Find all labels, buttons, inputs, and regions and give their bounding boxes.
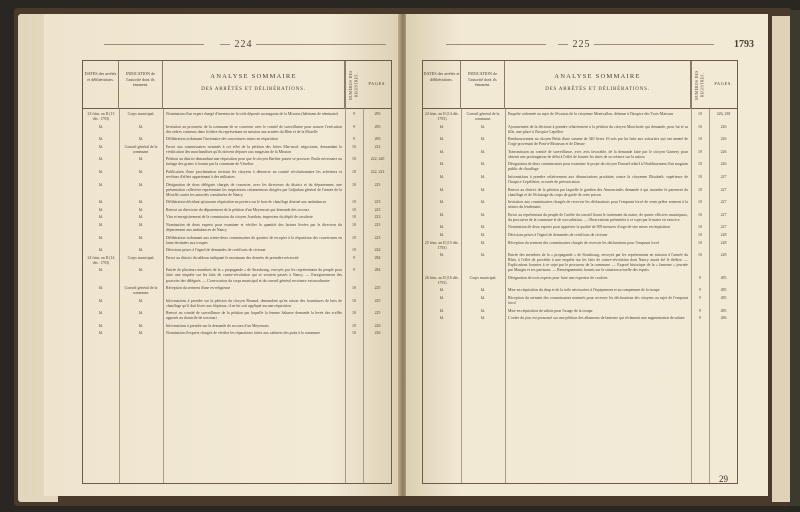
row-register-number: 10 <box>352 298 356 303</box>
row-summary: Envoi au district du tableau indiquant le maximum des denrées de première nécessité <box>166 255 299 260</box>
row-authority: Conseil général de la commune. <box>124 286 158 296</box>
row-date: Id. <box>439 316 445 321</box>
row-authority: Id. <box>480 124 486 129</box>
row-date: Id. <box>439 253 445 258</box>
row-page: 225 <box>374 298 381 303</box>
row-authority: Id. <box>138 298 144 303</box>
row-summary: Informations à prendre relativement aux dénonciations produites contre la citoyenne Elisabeth, supérieure de l'hospice Lepelletier, accusée de prévarication <box>508 175 688 185</box>
row-authority: Id. <box>138 323 144 328</box>
row-date: Id. <box>98 268 104 273</box>
header-indication: INDICATION de l'autorité dont ils émanent. <box>119 61 163 109</box>
row-summary: Nomination de deux experts pour examiner et vérifier la quantité des farines livrées par le directeur du département aux ambulances de Nancy <box>166 223 342 233</box>
row-page: 226, 238 <box>716 112 731 116</box>
row-authority: Id. <box>138 137 144 142</box>
row-register-number: 9 <box>353 112 355 116</box>
row-summary: Transmission au comité de surveillance, avec avis favorable, de la demande faite par le citoyen Garnery pour obtenir une prolongation de délai à l'effet de fournir les titres de sa créance sur la nation <box>508 149 688 159</box>
left-page-number: — 224 — <box>220 39 267 50</box>
row-summary: L'ordre du jour est prononcé sur une pétition des allumeurs de lanterne qui réclament une augmentation de salaire <box>508 316 685 321</box>
row-register-number: 10 <box>352 223 356 227</box>
row-authority: Id. <box>480 162 486 167</box>
row-summary: Pétition au district demandant une réquisition pour que le citoyen Barbier puisse se procurer l'huile nécessaire au battage des grains à fournir par la commune de Vézelise <box>166 157 342 167</box>
row-date: Id. <box>439 296 445 300</box>
header-numeros: NUMÉROS DES REGISTRES. <box>691 61 709 109</box>
row-authority: Corps municipal. <box>127 112 155 116</box>
row-date: Id. <box>439 149 445 154</box>
row-authority: Conseil général de la commune. <box>124 144 158 154</box>
header-rule <box>104 44 204 45</box>
row-summary: Renvoi au comité de surveillance de la pétition par laquelle la femme Sabasse demande la levée des scellés apposés au domicile de son mari <box>166 311 342 321</box>
row-page: 226 <box>720 124 727 129</box>
header-dates: DATES des arrêtés et délibérations. <box>423 61 461 109</box>
row-page: 227 <box>720 212 727 217</box>
row-date: Id. <box>98 200 104 205</box>
row-page: 284 <box>374 255 381 260</box>
row-page: 283 <box>374 137 381 142</box>
row-page: 286 <box>720 316 727 321</box>
row-summary: Réception du serment des commissaires chargés de recevoir les déclarations pour l'emprunt forcé <box>508 240 660 245</box>
right-page-number: — 225 — <box>558 39 605 50</box>
row-page: 285 <box>720 288 727 293</box>
row-summary: Remboursement au citoyen Bétia d'une somme de 340 livres 16 sols par lui faite aux voituriers qui ont amené de l'orge provenant de Pont-à-Mousson et de Dieuze <box>508 137 688 147</box>
row-page: 284 <box>374 268 381 273</box>
row-authority: Id. <box>138 331 144 336</box>
row-authority: Id. <box>480 212 486 217</box>
row-summary: Nomination de deux experts pour apprécier la qualité de 509 mesures d'orge de-sire mises en réquisition <box>508 225 671 230</box>
row-register-number: 10 <box>352 248 356 253</box>
row-register-number: 10 <box>698 200 702 205</box>
row-register-number: 10 <box>352 311 356 316</box>
page-year: 1793 <box>734 39 754 50</box>
row-authority: Id. <box>138 182 144 187</box>
row-summary: Décisions prises à l'égard de demandes de certificats de civisme <box>508 233 608 237</box>
row-summary: Entrée de plusieurs membres de la « propagande » de Strasbourg, envoyés par les représentants du peuple pour faire une enquête sur les faits de contre-révolution qui se seraient passés à Nancy. — Enregistrement des pouvoirs des délégués. — Convocation du corps municipal et du conseil général en séance extraordinaire <box>166 268 342 283</box>
row-authority: Id. <box>480 200 486 205</box>
row-register-number: 10 <box>352 331 356 336</box>
row-register-number: 10 <box>352 215 356 220</box>
row-register-number: 9 <box>699 275 701 280</box>
row-date: Id. <box>98 298 104 303</box>
row-date: Id. <box>98 223 104 227</box>
row-summary: Publication d'une proclamation invitant les citoyens à dénoncer au comité révolutionnaire les acheteurs et revêtues d'effets appartenant à des militaires <box>166 170 342 180</box>
row-register-number: 9 <box>699 288 701 293</box>
row-summary: Envoi aux commissaires nommés à cet effet de la pétition des frères Mar-mod, négociants, demandant la vérification des marchandises qu'ils doivent déposer aux magasins de la Mission <box>166 144 342 154</box>
row-summary: Désignation de deux délégués chargés de concerter, avec les directeurs du district et du département, une présentation collective représentant les inspirations calomnieuses dirigées par l'adjudant général de l'armée de la Moselle contre les autorités constituées de Nancy <box>166 182 342 197</box>
row-register-number: 10 <box>698 233 702 237</box>
table-header <box>83 61 391 109</box>
row-summary: Délibération ordonnant l'inventaire des couvertures mises en réquisition <box>166 137 278 142</box>
header-analysis <box>505 61 691 109</box>
row-page: 226 <box>720 137 727 142</box>
row-register-number: 9 <box>699 308 701 313</box>
row-authority: Id. <box>138 170 144 174</box>
row-page: 285 <box>720 308 727 313</box>
row-authority: Id. <box>138 311 144 316</box>
right-table <box>422 60 738 484</box>
row-authority: Id. <box>480 137 486 142</box>
header-numeros: NUMÉROS DES REGISTRES. <box>345 61 363 109</box>
row-date: Id. <box>439 212 445 217</box>
row-summary: Désignation de trois experts pour faire une expertise de couloirs <box>508 275 608 280</box>
book-binding <box>790 10 800 506</box>
table-header <box>423 61 737 109</box>
row-authority: Id. <box>480 175 486 179</box>
row-summary: Ajournement de la décision à prendre relativement à la pétition du citoyen Mouchotte qui demande, pour lui et sa fille, une place à l'hospice Lepellier <box>508 124 688 134</box>
row-page: 222, 223 <box>370 170 385 174</box>
row-register-number: 10 <box>352 235 356 240</box>
column-rule <box>163 109 164 483</box>
row-summary: Réception du serment d'une ex-religieuse <box>166 286 231 290</box>
row-summary: Mise en réquisition de sabots pour l'usage de la troupe <box>508 308 593 313</box>
header-rule <box>266 44 386 45</box>
row-page: 283 <box>374 112 381 116</box>
row-page: 285 <box>720 296 727 300</box>
row-register-number: 9 <box>353 137 355 142</box>
row-page: 225 <box>374 286 381 290</box>
row-page: 224 <box>374 248 381 253</box>
row-page: 227 <box>720 225 727 230</box>
row-summary: Entrée des membres de la « propagande » de Strasbourg, envoyés par les représentants en mission à l'armée du Rhin, à l'effet de procéder à une enquête sur les faits de contre-révolution dont Nancy aurait été le théâtre. — Explications fournies à ce sujet par le procureur de la commune. — Exposé historique de la « fameuse » journée par Mangin et ses partisans. — Renseignements fournis sur la situation actuelle des esprits <box>508 253 688 273</box>
row-summary: Renvoi au district de la pétition par laquelle le gardien des Annonciades demande à qui incombe le paiement du chauffage et de l'éclairage du corps de garde de cette prison <box>508 187 688 197</box>
row-page: 227 <box>720 200 727 205</box>
row-summary: Visa et enregistrement de la commission du citoyen Jourdain, inspecteur du dépôt de cavalerie <box>166 215 313 220</box>
row-date: Id. <box>439 308 445 313</box>
row-register-number: 10 <box>698 162 702 167</box>
row-authority: Id. <box>480 316 486 321</box>
row-page: 225 <box>374 311 381 316</box>
row-register-number: 10 <box>698 253 702 258</box>
row-authority: Id. <box>480 308 486 313</box>
row-page: 228 <box>720 240 727 245</box>
row-register-number: 10 <box>352 170 356 174</box>
row-date: Id. <box>439 288 445 293</box>
row-page: 228 <box>720 233 727 237</box>
right-page <box>406 14 768 496</box>
row-page: 227 <box>720 175 727 179</box>
row-register-number: 9 <box>353 268 355 273</box>
row-authority: Id. <box>138 157 144 162</box>
header-analysis <box>163 61 345 109</box>
header-dates: DATES des arrêtés et délibérations. <box>83 61 119 109</box>
row-authority: Id. <box>138 268 144 273</box>
row-register-number: 10 <box>698 225 702 230</box>
row-date: 24 frim. an II (14 déc. 1793) <box>424 112 460 122</box>
row-page: 227 <box>720 187 727 192</box>
row-page: 226 <box>720 149 727 154</box>
row-date: Id. <box>439 175 445 179</box>
row-authority: Id. <box>138 223 144 227</box>
row-summary: Délibération ordonnant aux trente-deux commissaires de quartier de recopier à la réquisition des couvertures en laine destinées aux troupes <box>166 235 342 245</box>
row-page: 226 <box>720 162 727 167</box>
row-register-number: 10 <box>698 112 702 116</box>
row-register-number: 10 <box>698 187 702 192</box>
row-register-number: 9 <box>353 124 355 129</box>
row-authority: Corps municipal. <box>127 255 155 260</box>
row-date: Id. <box>98 157 104 162</box>
row-date: Id. <box>98 311 104 316</box>
row-authority: Id. <box>480 240 486 245</box>
row-register-number: 10 <box>352 323 356 328</box>
header-subtitle: DES ARRÊTÉS ET DÉLIBÉRATIONS. <box>545 87 650 92</box>
row-page: 223 <box>374 182 381 187</box>
header-rule <box>604 44 714 45</box>
row-register-number: 10 <box>698 149 702 154</box>
row-authority: Id. <box>138 207 144 212</box>
row-register-number: 9 <box>353 255 355 260</box>
row-register-number: 10 <box>698 212 702 217</box>
left-page <box>44 14 400 496</box>
row-authority: Id. <box>138 200 144 205</box>
row-authority: Id. <box>480 225 486 230</box>
row-summary: Enquête ordonnée au sujet de l'évasion de la citoyenne Montvallon, détenue à l'hospice des Trois-Maisons <box>508 112 674 116</box>
row-date: Id. <box>439 233 445 237</box>
row-summary: Envoi au représentant du peuple de l'arrêté du conseil fixant le traitement du maire, de quatre officiers municipaux, du procureur de la commune et de son substitut. — Observations présentées à ce sujet par le maire en exercice <box>508 212 688 222</box>
row-date: Id. <box>98 144 104 149</box>
header-pages: PAGES. <box>714 81 733 86</box>
row-register-number: 9 <box>699 316 701 321</box>
row-date: Id. <box>98 248 104 253</box>
row-page: 226 <box>374 331 381 336</box>
header-title: ANALYSE SOMMAIRE <box>210 73 297 80</box>
row-summary: Invitation aux commissaires chargés de recevoir les déclarations pour l'emprunt forcé de venir prêter serment à la séance du lendemain <box>508 200 688 210</box>
column-rule <box>363 109 364 483</box>
row-register-number: 10 <box>698 137 702 142</box>
row-register-number: 10 <box>352 182 356 187</box>
row-summary: Renvoi au directoire du département de la pétition d'un Meyencais qui demande des secours <box>166 207 310 212</box>
row-date: Id. <box>98 137 104 142</box>
row-date: 23 frim. an II (13 déc. 1793) <box>87 112 115 122</box>
row-date: Id. <box>439 200 445 205</box>
row-authority: Id. <box>480 253 486 258</box>
row-register-number: 10 <box>352 144 356 149</box>
row-summary: Nomination d'un expert chargé d'inventorier la toile déposée au magasin de la Mission (bâtiment de séminaire) <box>166 112 339 116</box>
header-pages: PAGES. <box>368 81 387 86</box>
row-date: 24 frim. an II (14 déc. 1793) <box>87 255 115 265</box>
row-authority: Conseil général de la commune. <box>466 112 500 122</box>
row-date: Id. <box>439 137 445 142</box>
row-summary: Désignation de deux commissaires pour examiner le projet du citoyen Durand relatif à l'établissement d'un magasin public de chauffage <box>508 162 688 172</box>
row-date: 26 frim. an II (16 déc. 1793) <box>424 275 460 285</box>
row-page: 223 <box>374 223 381 227</box>
row-authority: Id. <box>480 288 486 293</box>
row-page: 223 <box>374 200 381 205</box>
row-register-number: 10 <box>352 157 356 162</box>
row-register-number: 10 <box>698 124 702 129</box>
row-register-number: 9 <box>699 296 701 300</box>
column-rule <box>505 109 506 483</box>
row-summary: Invitation au procureur de la commune de se concerter avec le comité de surveillance pour assurer l'exécution des ordres contenus dans la lettre du représentant en mission aux armées du Rhin et de la Moselle <box>166 124 342 134</box>
row-authority: Id. <box>480 296 486 300</box>
row-date: Id. <box>98 286 104 290</box>
row-summary: Délibération décidant qu'aucune réquisition ne portera sur le bois de chauffage destiné aux ambulances <box>166 200 327 205</box>
row-summary: Décisions prises à l'égard de demandes de certificats de civisme <box>166 248 266 253</box>
row-page: 226 <box>374 323 381 328</box>
signature-number: 29 <box>719 474 728 484</box>
row-authority: Id. <box>138 235 144 240</box>
row-authority: Id. <box>480 149 486 154</box>
row-page: 223 <box>374 215 381 220</box>
row-date: Id. <box>439 162 445 167</box>
row-register-number: 10 <box>352 207 356 212</box>
row-authority: Id. <box>480 187 486 192</box>
row-register-number: 10 <box>698 175 702 179</box>
row-date: Id. <box>98 207 104 212</box>
column-rule <box>345 109 346 483</box>
header-subtitle: DES ARRÊTÉS ET DÉLIBÉRATIONS. <box>201 87 306 92</box>
row-summary: Nomination d'experts chargés de vérifier les réparations faites aux cabinets des puits à la commune <box>166 331 321 336</box>
row-page: 228 <box>720 253 727 258</box>
row-date: Id. <box>439 225 445 230</box>
row-page: 223 <box>374 235 381 240</box>
row-authority: Id. <box>480 233 486 237</box>
row-date: Id. <box>98 235 104 240</box>
row-date: Id. <box>439 187 445 192</box>
row-summary: Réception du serment des commissaires nommés pour recevoir les déclarations des citoyens au sujet de l'emprunt forcé <box>508 296 688 306</box>
row-date: Id. <box>98 124 104 129</box>
row-authority: Id. <box>138 248 144 253</box>
row-register-number: 10 <box>352 200 356 205</box>
row-date: Id. <box>98 170 104 174</box>
row-summary: Informations à prendre sur la demande de secours d'un Meyencais <box>166 323 269 328</box>
row-summary: Informations à prendre sur la pétition du citoyen Renaud, demandant qu'en raison des fournitures de bois de chauffage qu'il doit livrer aux hôpitaux, il ne lui soit appliqué aucune réquisition <box>166 298 342 308</box>
header-indication: INDICATION de l'autorité dont ils émanent. <box>461 61 505 109</box>
row-date: Id. <box>98 182 104 187</box>
row-authority: Id. <box>138 124 144 129</box>
row-page: 222, 240 <box>370 157 385 162</box>
row-page: 222 <box>374 144 381 149</box>
header-title: ANALYSE SOMMAIRE <box>554 73 641 80</box>
row-date: Id. <box>98 323 104 328</box>
row-date: Id. <box>98 215 104 220</box>
header-rule <box>446 44 546 45</box>
row-date: 25 frim. an II (15 déc. 1793) <box>424 240 460 250</box>
row-page: 283 <box>374 124 381 129</box>
row-register-number: 10 <box>352 286 356 290</box>
left-table <box>82 60 392 484</box>
row-page: 285 <box>720 275 727 280</box>
row-summary: Mise en réquisition du drap et de la toile nécessaires à l'équipement et au campement de la troupe <box>508 288 660 293</box>
row-authority: Corps municipal. <box>469 275 497 280</box>
row-date: Id. <box>98 331 104 336</box>
row-authority: Id. <box>138 215 144 220</box>
row-page: 223 <box>374 207 381 212</box>
row-date: Id. <box>439 124 445 129</box>
row-register-number: 10 <box>698 240 702 245</box>
